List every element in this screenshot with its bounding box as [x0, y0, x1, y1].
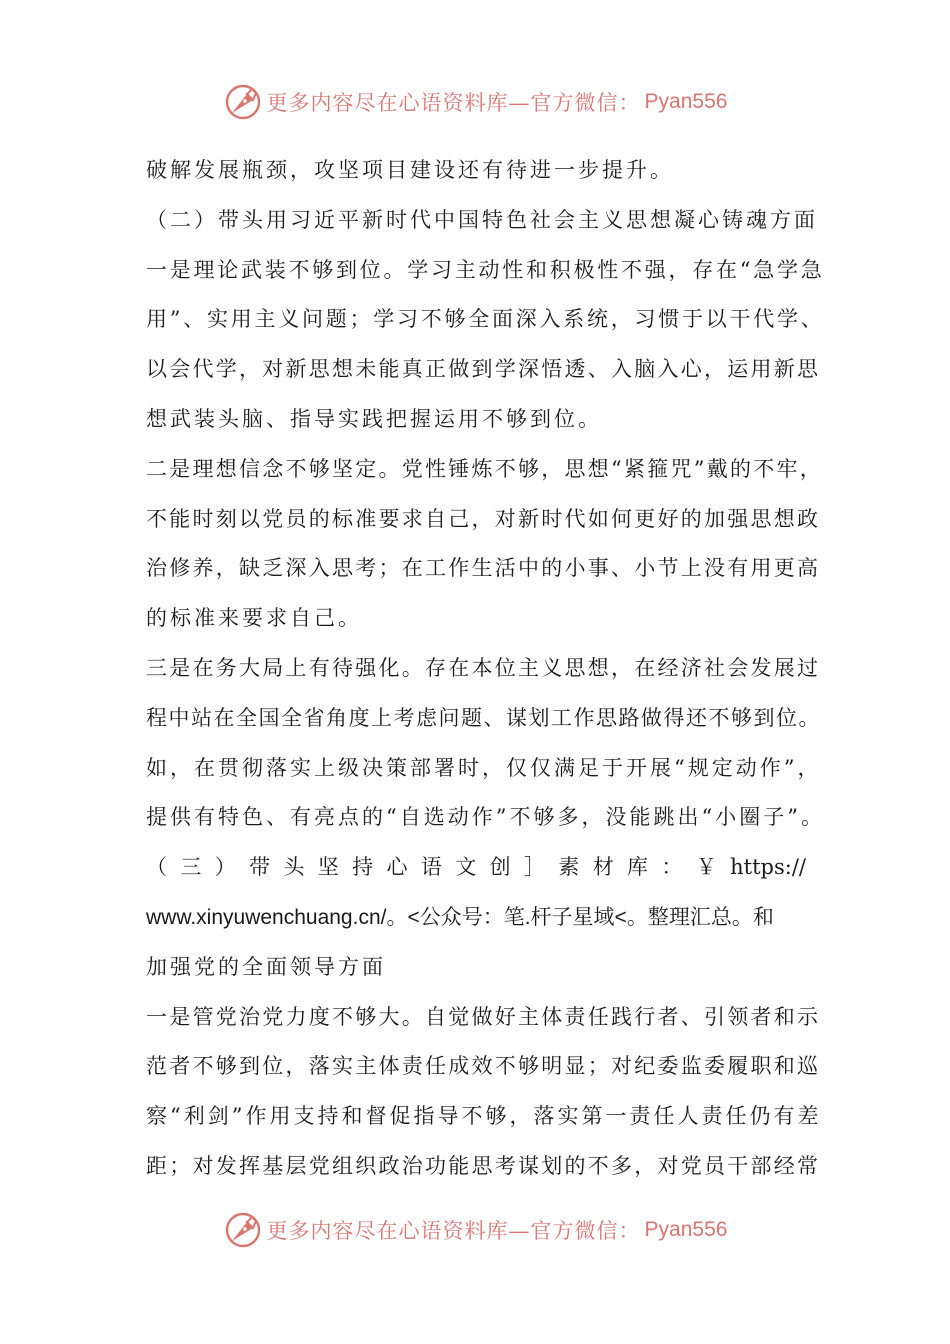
text-line: 提供有特色、有亮点的“自选动作”不够多，没能跳出“小圈子”。 [146, 805, 825, 830]
text-line: 破解发展瓶颈，攻坚项目建设还有待进一步提升。 [146, 158, 674, 182]
header-banner [0, 80, 950, 124]
pen-nib-icon [223, 1210, 263, 1250]
text-line: 用”、实用主义问题；学习不够全面深入系统，习惯于以干代学、 [146, 307, 825, 332]
text-line: 二是理想信念不够坚定。党性锤炼不够，思想“紧箍咒”戴的不牢， [146, 456, 823, 481]
text-line: 程中站在全国全省角度上考虑问题、谋划工作思路做得还不够到位。 [146, 705, 821, 730]
text-line: 以会代学，对新思想未能真正做到学深悟透、入脑入心，运用新思 [146, 357, 821, 382]
text-line: 的标准来要求自己。 [146, 606, 362, 631]
text-line: 范者不够到位，落实主体责任成效不够明显；对纪委监委履职和巡 [146, 1054, 821, 1079]
text-line: 治修养，缺乏深入思考；在工作生活中的小事、小节上没有用更高 [146, 556, 821, 581]
text-line: 一是管党治党力度不够大。自觉做好主体责任践行者、引领者和示 [146, 1004, 821, 1029]
text-line: 一是理论武装不够到位。学习主动性和积极性不强，存在“急学急 [146, 257, 825, 282]
header-banner-text: 更多内容尽在心语资料库—官方微信： [266, 91, 641, 115]
text-line: 如，在贯彻落实上级决策部署时，仅仅满足于开展“规定动作”， [146, 755, 822, 780]
section-heading: （三）带头坚持心语文创］素材库：￥https:// [146, 855, 806, 880]
footer-banner [0, 1208, 950, 1252]
header-wechat-id: Pyan556 [644, 90, 728, 113]
text-line: 三是在务大局上有待强化。存在本位主义思想，在经济社会发展过 [146, 655, 821, 680]
footer-banner-text: 更多内容尽在心语资料库—官方微信： [266, 1219, 641, 1243]
text-line: 距；对发挥基层党组织政治功能思考谋划的不多，对党员干部经常 [146, 1153, 821, 1178]
footer-wechat-id: Pyan556 [644, 1218, 728, 1241]
section-heading-continued: 加强党的全面领导方面 [146, 954, 386, 979]
text-line: 想武装头脑、指导实践把握运用不够到位。 [146, 406, 602, 431]
text-line: 察“利剑”作用支持和督促指导不够，落实第一责任人责任仍有差 [146, 1104, 822, 1129]
section-heading: （二）带头用习近平新时代中国特色社会主义思想凝心铸魂方面 [146, 207, 818, 232]
document-body [146, 146, 825, 1192]
url-line: www.xinyuwenchuang.cn/。<公众号：笔.杆子星域<。整理汇总。和 [146, 905, 774, 929]
pen-nib-icon [223, 82, 263, 122]
text-line: 不能时刻以党员的标准要求自己，对新时代如何更好的加强思想政 [146, 506, 821, 531]
